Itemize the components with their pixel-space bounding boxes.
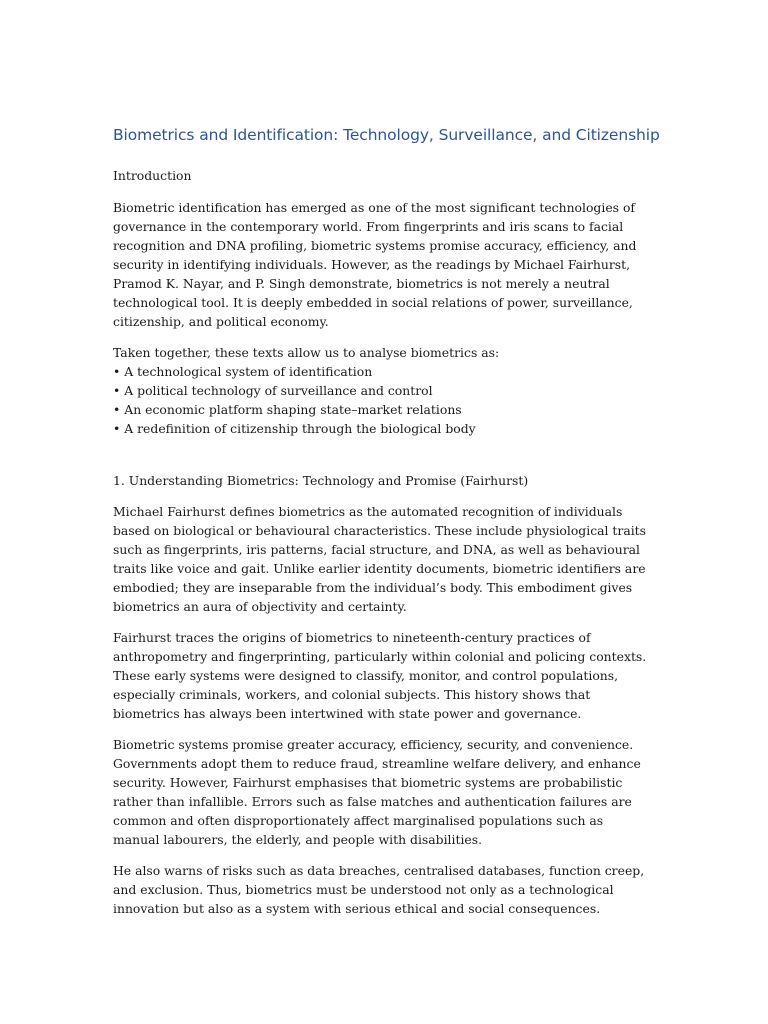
section-1-paragraph: Michael Fairhurst defines biometrics as the automated recognition of individuals based on biological or behavioural characteristics. These include physiological traits such as fingerprints, iris patterns, facial structure, and DNA, as well as behavioural traits like voice and gait. Unlike earlier identity documents, biometric identifiers are embodied; they are inseparable from the individual’s body. This embodiment gives biometrics an aura of objectivity and certainty. xyxy=(113,504,647,614)
analysis-bullet-list xyxy=(113,362,653,438)
section-1-paragraph: He also warns of risks such as data breaches, centralised databases, function creep, and exclusion. Thus, biometrics must be understood not only as a technological innovation but also as a system with serious ethical and social consequences. xyxy=(113,863,645,916)
section-1-heading: 1. Understanding Biometrics: Technology and Promise (Fairhurst) xyxy=(113,473,529,488)
bullet-item: • A redefinition of citizenship through the biological body xyxy=(113,421,476,436)
bullet-item: • A political technology of surveillance and control xyxy=(113,383,433,398)
introduction-label: Introduction xyxy=(113,168,192,183)
section-1-paragraph: Biometric systems promise greater accuracy, efficiency, security, and convenience. Governments adopt them to reduce fraud, streamline welfare delivery, and enhance security. However, Fairhurst emphasises that biometric systems are probabilistic rather than infallible. Errors such as false matches and authentication failures are common and often disproportionately affect marginalised populations such as manual labourers, the elderly, and people with disabilities. xyxy=(113,737,641,847)
introduction-paragraph: Biometric identification has emerged as one of the most significant technologies of governance in the contemporary world. From fingerprints and iris scans to facial recognition and DNA profiling, biometric systems promise accuracy, efficiency, and security in identifying individuals. However, as the readings by Michael Fairhurst, Pramod K. Nayar, and P. Singh demonstrate, biometrics is not merely a neutral technological tool. It is deeply embedded in social relations of power, surveillance, citizenship, and political economy. xyxy=(113,200,637,329)
bullet-item: • An economic platform shaping state–market relations xyxy=(113,402,462,417)
list-intro-text: Taken together, these texts allow us to analyse biometrics as: xyxy=(113,345,500,360)
document-title: Biometrics and Identification: Technology, Surveillance, and Citizenship xyxy=(113,126,660,144)
document-body xyxy=(113,124,660,930)
bullet-item: • A technological system of identification xyxy=(113,364,373,379)
section-1-paragraph: Fairhurst traces the origins of biometrics to nineteenth-century practices of anthropometry and fingerprinting, particularly within colonial and policing contexts. These early systems were designed to classify, monitor, and control populations, especially criminals, workers, and colonial subjects. This history shows that biometrics has always been intertwined with state power and governance. xyxy=(113,630,647,721)
